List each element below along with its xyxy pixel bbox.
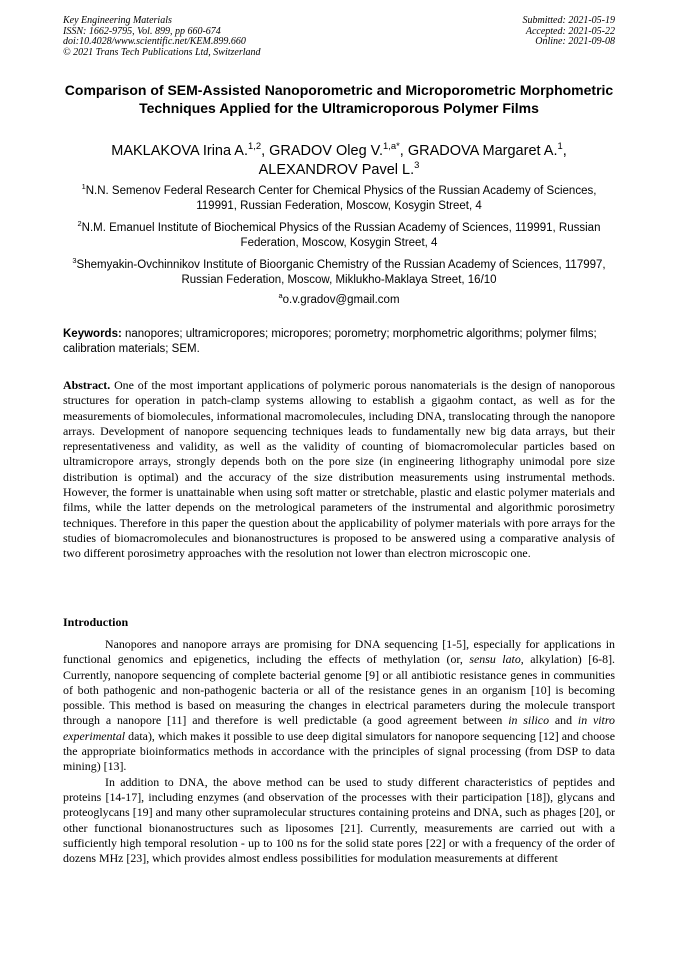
author: GRADOVA Margaret A.$^1$, [407, 140, 567, 159]
online-date: Online: 2021-09-08 [535, 36, 615, 47]
journal-name: Key Engineering Materials [63, 15, 172, 26]
author-list [63, 142, 615, 180]
paragraph: Nanopores and nanopore arrays are promising for DNA sequencing [1-5], especially for applications in functional genomics and epigenetics, including the effects of methylation (or, sensu lato, alkylation) [6-8]. Currently, nanopore sequencing of complete bacterial genome [9] or all antibiotic resistance genes in communities of both pathogenic and non-pathogenic bacteria or all of the resistance genes in an organism [10] is becoming possible. This method is based on measuring the changes in electrical parameters during the molecule transport through a nanopore [11] and therefore is well predictable (a good agreement between in silico and in vitro experimental data), which makes it possible to use deep digital simulators for nanopore sequencing [12] and choose the appropriate bioinformatics methods in accordance with the principles of signal processing (from DSP to data mining) [13]. [63, 637, 615, 774]
accepted-date: Accepted: 2021-05-22 [525, 25, 615, 37]
journal-doi: doi:10.4028/www.scientific.net/KEM.899.660 [63, 36, 246, 47]
abstract-label: Abstract. [63, 378, 111, 392]
affiliation-2: $^2$N.M. Emanuel Institute of Biochemical Physics of the Russian Academy of Sciences, 119991, Russian Federation, Moscow, Kosygin Street, 4 [77, 219, 601, 249]
paper-title: Comparison of SEM-Assisted Nanoporometric and Microporometric Morphometric Techniques Applied for the Ultramicroporous Polymer Films [64, 82, 614, 116]
section-heading-introduction: Introduction [63, 615, 129, 629]
author: MAKLAKOVA Irina A.$^{1,2}$, [111, 140, 270, 159]
submitted-date: Submitted: 2021-05-19 [522, 15, 615, 26]
affiliation-1: $^1$N.N. Semenov Federal Research Center for Chemical Physics of the Russian Academy of Sciences, 119991, Russian Federation, Moscow, Kosygin Street, 4 [81, 182, 597, 212]
corresponding-email[interactable]: $^a$o.v.gradov@gmail.com [278, 291, 400, 306]
abstract [63, 378, 615, 562]
dates-header [523, 16, 616, 48]
journal-issn: ISSN: 1662-9795, Vol. 899, pp 660-674 [63, 25, 221, 37]
keywords-text: nanopores; ultramicropores; micropores; porometry; morphometric algorithms; polymer films; calibration materials; SEM. [63, 328, 597, 355]
keywords-label: Keywords: [63, 328, 122, 340]
author: GRADOV Oleg V.$^{1,a*}$, [269, 140, 408, 159]
abstract-text: One of the most important applications of polymeric porous nanomaterials is the design of nanoporous structures for operation in patch-clamp systems allowing to establish a gigaohm contact, as well as for the measurements of biomolecules, informational macromolecules, including DNA, translocating through the nanopore arrays. Development of nanopore sequencing techniques leads to fundamentally new big data arrays, but their representativeness and validity, as well as the validity of counting of biomacromolecular particles based on ultramicropore arrays, strongly depends both on the pore size (in engineering lithography unimodal pore size distribution is optimal) and the accuracy of the size distribution measurements using instrumental methods. However, the former is unattainable when using soft matter or stretchable, plastic and elastic polymer materials and films, while the latter depends on the metrological parameters of the instrumental and algorithmic porosimetry techniques. Therefore in this paper the question about the applicability of polymer materials with pore arrays for the studies of biomacromolecules and bionanostructures is proposed to be answered using a comparative analysis of two different porosimetry approaches with the resolution not lower than electron microscopic one. [63, 378, 615, 561]
author: ALEXANDROV Pavel L.$^3$ [258, 159, 420, 178]
introduction-body [63, 637, 615, 866]
paragraph: In addition to DNA, the above method can be used to study different characteristics of peptides and proteins [14-17], including enzymes (and observation of the processes with their participation [18]), glycans and proteoglycans [19] and many other supramolecular structures containing proteins and DNA, such as phages [20], or other functional bionanostructures such as liposomes [21]. Currently, measurements are carried out with a sufficiently high temporal resolution - up to 100 ns for the solid state pores [22] or with a frequency of the order of dozens MHz [23], which provides almost endless possibilities for modulation measurements at different [63, 774, 615, 866]
affiliation-3: $^3$Shemyakin-Ovchinnikov Institute of Bioorganic Chemistry of the Russian Academy of Sciences, 117997, Russian Federation, Moscow, Miklukho-Maklaya Street, 16/10 [72, 256, 606, 286]
journal-copyright: © 2021 Trans Tech Publications Ltd, Switzerland [63, 46, 261, 58]
journal-header [63, 16, 261, 58]
keywords [63, 327, 615, 357]
